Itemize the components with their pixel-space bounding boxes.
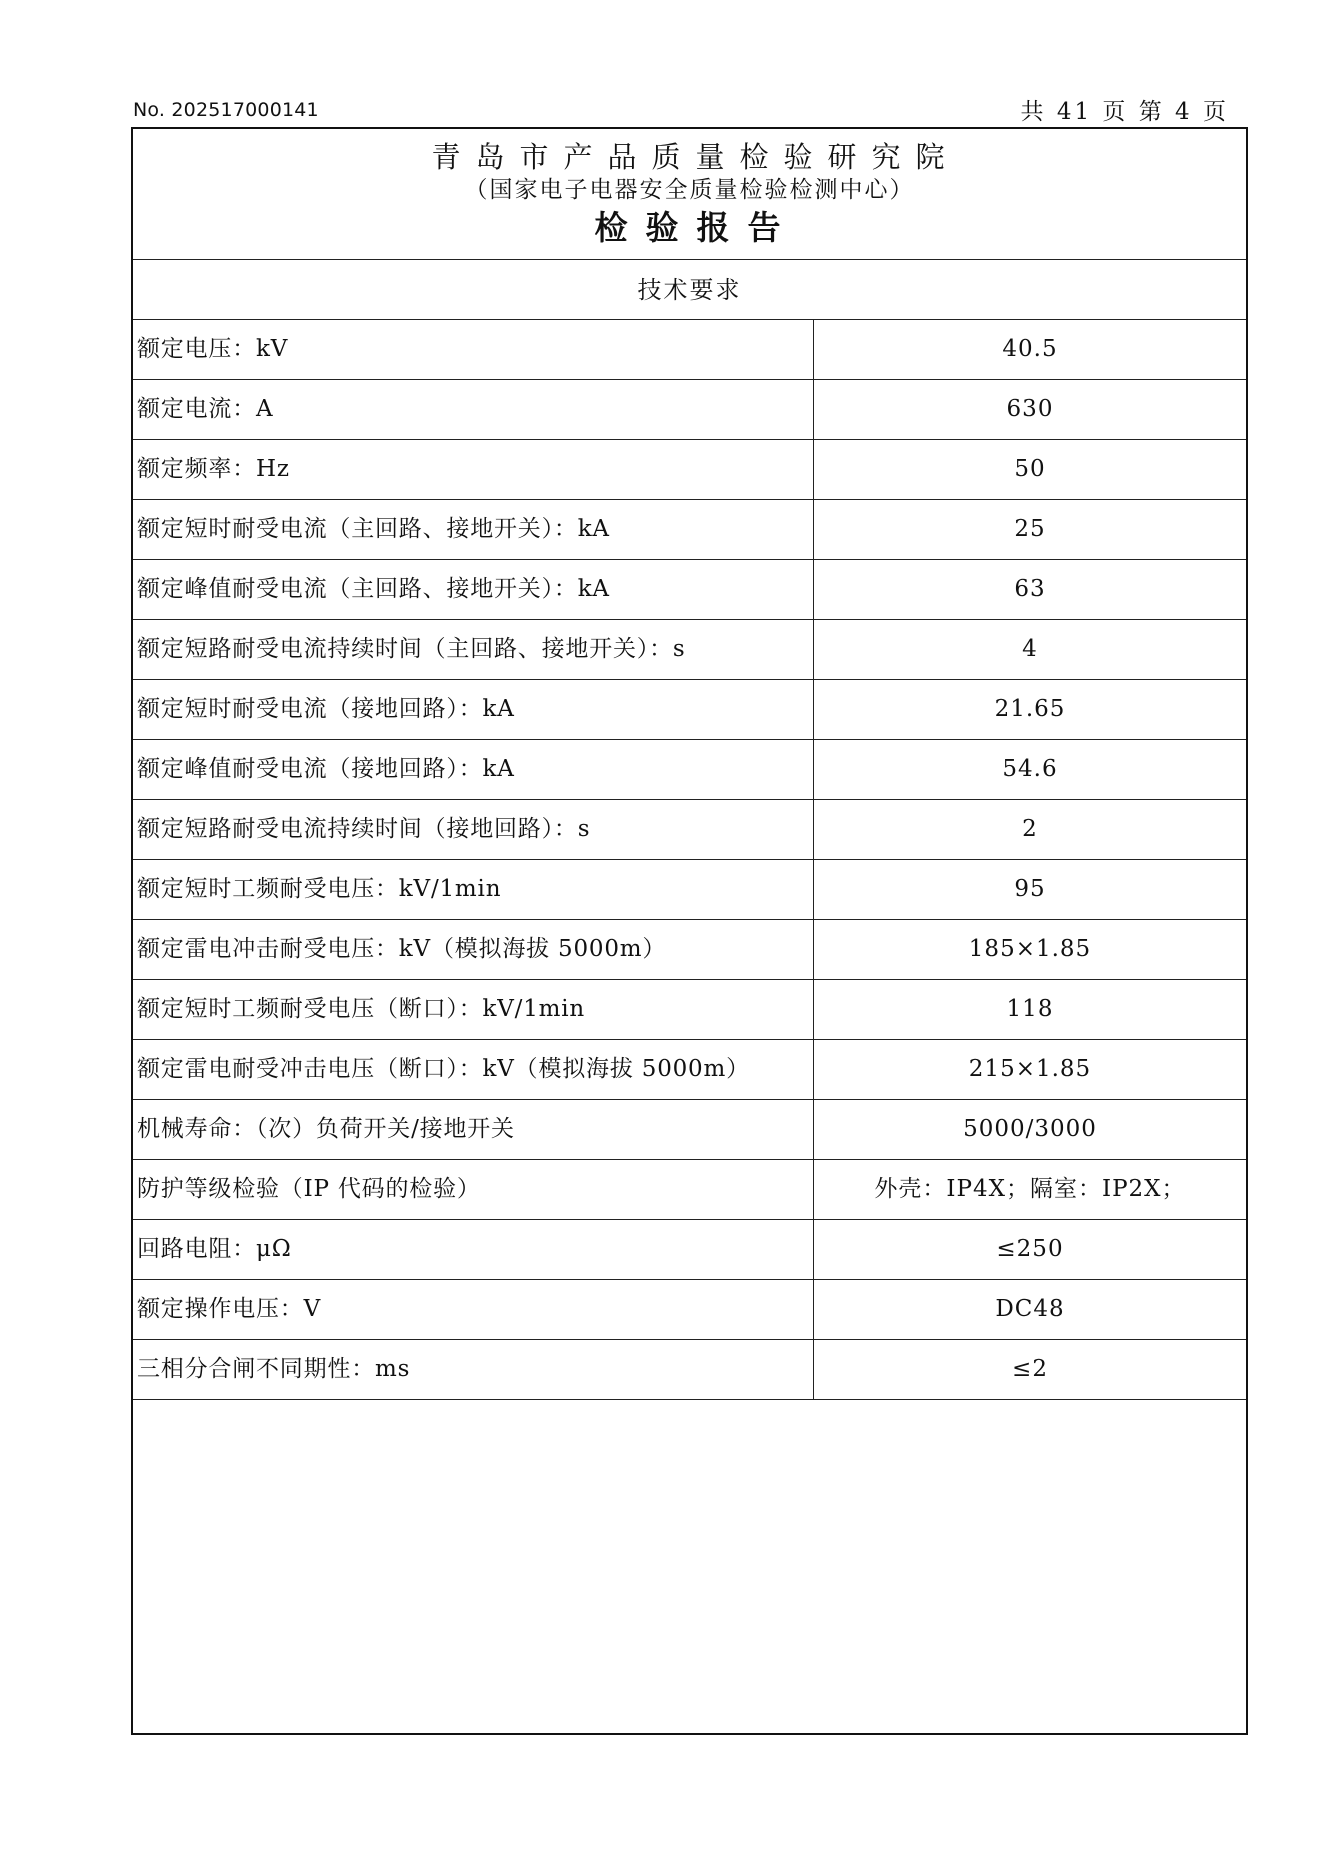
spec-label: 额定短时工频耐受电压（断口）：kV/1min bbox=[133, 980, 814, 1039]
spec-label: 额定电压：kV bbox=[133, 320, 814, 379]
spec-row bbox=[133, 1160, 1246, 1220]
spec-row bbox=[133, 800, 1246, 860]
spec-row bbox=[133, 1040, 1246, 1100]
spec-value: 外壳：IP4X；隔室：IP2X； bbox=[874, 1176, 1186, 1202]
spec-value: DC48 bbox=[995, 1296, 1065, 1322]
document-title: 检验报告 bbox=[594, 208, 799, 247]
spec-value: 40.5 bbox=[1002, 336, 1058, 362]
spec-row bbox=[133, 380, 1246, 440]
spec-row bbox=[133, 740, 1246, 800]
spec-row bbox=[133, 1100, 1246, 1160]
spec-label: 回路电阻：μΩ bbox=[133, 1220, 814, 1279]
spec-value: 21.65 bbox=[994, 696, 1066, 722]
spec-value: ≤250 bbox=[996, 1236, 1064, 1262]
spec-value: 63 bbox=[1014, 576, 1046, 602]
spec-row bbox=[133, 1340, 1246, 1400]
spec-value: 118 bbox=[1006, 996, 1054, 1022]
spec-row bbox=[133, 680, 1246, 740]
spec-value: 95 bbox=[1014, 876, 1046, 902]
spec-label: 额定峰值耐受电流（主回路、接地开关）：kA bbox=[133, 560, 814, 619]
spec-label: 防护等级检验（IP 代码的检验） bbox=[133, 1160, 814, 1219]
spec-label: 额定雷电耐受冲击电压（断口）：kV（模拟海拔 5000m） bbox=[133, 1040, 814, 1099]
spec-label: 额定雷电冲击耐受电压：kV（模拟海拔 5000m） bbox=[133, 920, 814, 979]
spec-table bbox=[133, 320, 1246, 1400]
spec-label: 机械寿命：（次）负荷开关/接地开关 bbox=[133, 1100, 814, 1159]
section-title: 技术要求 bbox=[133, 260, 1246, 320]
spec-row bbox=[133, 920, 1246, 980]
spec-row bbox=[133, 440, 1246, 500]
spec-value: 25 bbox=[1014, 516, 1046, 542]
spec-label: 额定电流：A bbox=[133, 380, 814, 439]
spec-label: 额定峰值耐受电流（接地回路）：kA bbox=[133, 740, 814, 799]
report-number: No. 202517000141 bbox=[133, 99, 319, 121]
spec-value: 5000/3000 bbox=[963, 1116, 1097, 1142]
page-count: 共 41 页 第 4 页 bbox=[1020, 99, 1229, 125]
spec-label: 额定短时耐受电流（主回路、接地开关）：kA bbox=[133, 500, 814, 559]
spec-label: 额定短时工频耐受电压：kV/1min bbox=[133, 860, 814, 919]
spec-label: 额定频率：Hz bbox=[133, 440, 814, 499]
spec-label: 三相分合闸不同期性：ms bbox=[133, 1340, 814, 1399]
spec-row bbox=[133, 500, 1246, 560]
institution-name: 青岛市产品质量检验研究院 bbox=[431, 140, 960, 174]
spec-row bbox=[133, 620, 1246, 680]
spec-row bbox=[133, 320, 1246, 380]
spec-value: 54.6 bbox=[1002, 756, 1058, 782]
spec-row bbox=[133, 560, 1246, 620]
report-header bbox=[133, 129, 1246, 260]
sub-institution-name: （国家电子电器安全质量检验检测中心） bbox=[464, 177, 915, 203]
spec-label: 额定短路耐受电流持续时间（主回路、接地开关）：s bbox=[133, 620, 814, 679]
spec-label: 额定短时耐受电流（接地回路）：kA bbox=[133, 680, 814, 739]
spec-row bbox=[133, 860, 1246, 920]
spec-value: 4 bbox=[1022, 636, 1038, 662]
spec-value: 630 bbox=[1006, 396, 1054, 422]
spec-label: 额定操作电压：V bbox=[133, 1280, 814, 1339]
spec-row bbox=[133, 980, 1246, 1040]
spec-value: 2 bbox=[1022, 816, 1038, 842]
spec-label: 额定短路耐受电流持续时间（接地回路）：s bbox=[133, 800, 814, 859]
spec-row bbox=[133, 1220, 1246, 1280]
report-frame bbox=[131, 127, 1248, 1735]
spec-value: 50 bbox=[1014, 456, 1046, 482]
spec-row bbox=[133, 1280, 1246, 1340]
spec-value: 185×1.85 bbox=[968, 936, 1092, 962]
spec-value: ≤2 bbox=[1012, 1356, 1048, 1382]
spec-value: 215×1.85 bbox=[968, 1056, 1092, 1082]
